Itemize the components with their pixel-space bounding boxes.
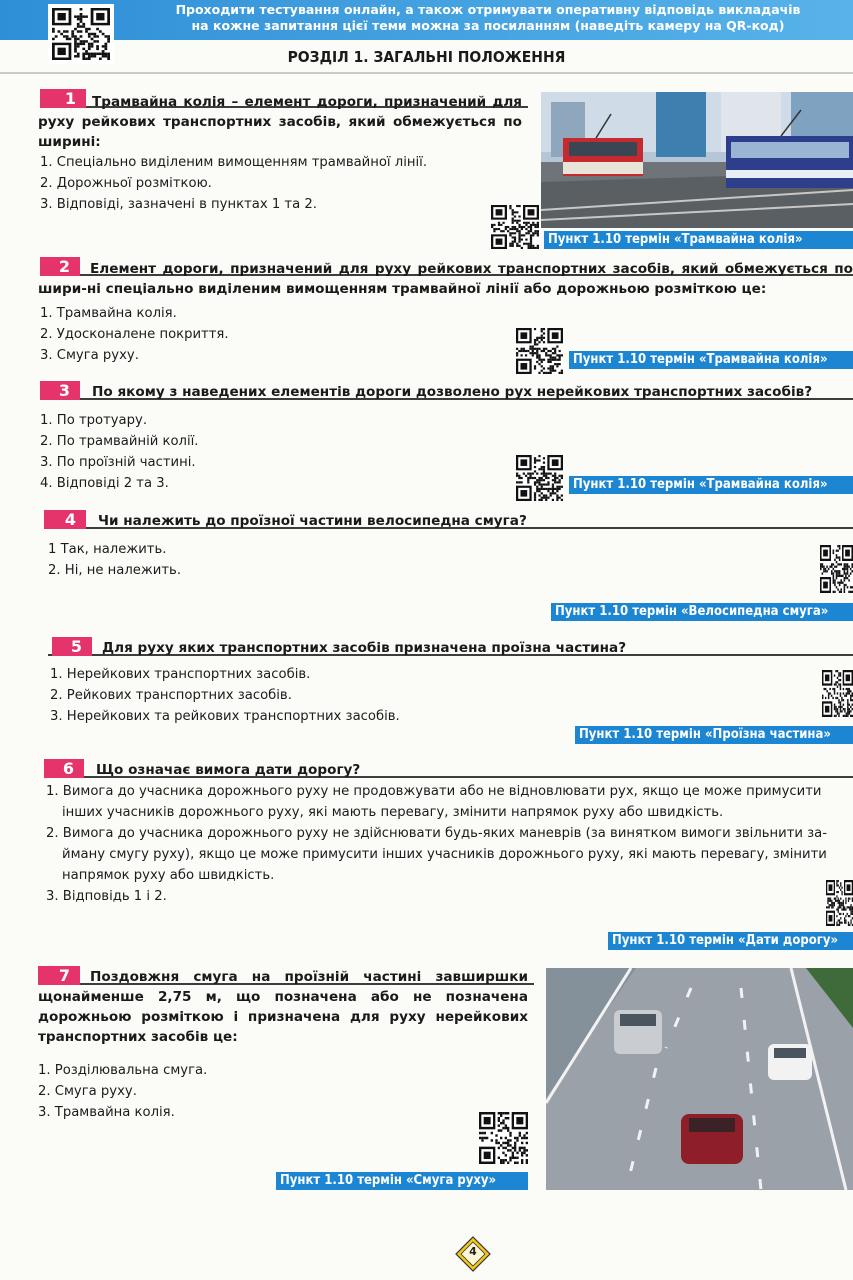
question-3-qr-code-icon[interactable] xyxy=(516,455,563,501)
question-6-answers xyxy=(46,781,853,907)
answer[interactable]: 1. Спеціально виділеним вимощенням трамвайної лінії. xyxy=(40,155,428,170)
banner-line-1: Проходити тестування онлайн, а також отримувати оперативну відповідь викладачів xyxy=(175,2,801,17)
question-1-reference-link[interactable]: Пункт 1.10 термін «Трамвайна колія» xyxy=(544,231,853,249)
answer-continuation[interactable]: напрямок руху або швидкість. xyxy=(62,868,275,883)
question-5-reference-link[interactable]: Пункт 1.10 термін «Проїзна частина» xyxy=(575,726,853,744)
question-3-reference-link[interactable]: Пункт 1.10 термін «Трамвайна колія» xyxy=(569,476,853,494)
tram-photo xyxy=(541,92,853,228)
question-5-answers xyxy=(50,664,400,727)
question-7-text: Поздовжня смуга на проїзній частині завширшки щонайменше 2,75 м, що позначена або не позначена дорожньою розміткою і призначена для руху нерейкових транспортних засобів це: xyxy=(38,969,528,1045)
answer[interactable]: 1. Трамвайна колія. xyxy=(40,306,177,321)
answer[interactable]: 2. Смуга руху. xyxy=(38,1084,137,1099)
question-7-qr-code-icon[interactable] xyxy=(479,1112,528,1164)
question-1-text: Трамвайна колія – елемент дороги, призначений для руху рейкових транспортних засобів, який обмежується по ширині: xyxy=(38,94,522,150)
question-6-text: Що означає вимога дати дорогу? xyxy=(96,762,361,778)
question-1-badge: 1 xyxy=(40,89,86,108)
answer[interactable]: 3. Трамвайна колія. xyxy=(38,1105,175,1120)
answer[interactable]: 2. По трамвайній колії. xyxy=(40,434,199,449)
answer[interactable]: 3. По проїзній частині. xyxy=(40,455,196,470)
answer[interactable]: 2. Ні, не належить. xyxy=(48,563,182,578)
answer[interactable]: 2. Удосконалене покриття. xyxy=(40,327,229,342)
question-4-answers xyxy=(48,539,181,581)
question-2-reference-link[interactable]: Пункт 1.10 термін «Трамвайна колія» xyxy=(569,351,853,369)
section-title: РОЗДІЛ 1. ЗАГАЛЬНІ ПОЛОЖЕННЯ xyxy=(287,48,566,66)
answer[interactable]: 1. Розділювальна смуга. xyxy=(38,1063,208,1078)
page-number-diamond-icon xyxy=(455,1236,491,1272)
question-7-badge: 7 xyxy=(38,966,80,985)
question-2-qr-code-icon[interactable] xyxy=(516,328,563,374)
question-2-badge: 2 xyxy=(40,257,80,276)
question-5-qr-code-icon[interactable] xyxy=(822,670,853,717)
question-2-text: Елемент дороги, призначений для руху рейкових транспортних засобів, який обмежується по шири-ні спеціально виділеним вимощенням трамвайної лінії або дорожньою розміткою це: xyxy=(38,261,853,297)
answer[interactable]: 1 Так, належить. xyxy=(48,542,167,557)
question-3-answers xyxy=(40,410,199,494)
answer[interactable]: 1. Нерейкових транспортних засобів. xyxy=(50,667,311,682)
question-4-badge: 4 xyxy=(44,510,86,529)
question-1-qr-code-icon[interactable] xyxy=(491,205,539,249)
answer[interactable]: 3. Відповіді, зазначені в пунктах 1 та 2. xyxy=(40,197,317,212)
answer[interactable]: 2. Вимога до учасника дорожнього руху не здійснювати будь-яких маневрів (за винятком вимоги звільнити за- xyxy=(46,826,828,841)
answer-continuation[interactable]: інших учасників дорожнього руху, які мають перевагу, змінити напрямок руху або швидкість. xyxy=(62,805,724,820)
question-3-text: По якому з наведених елементів дороги дозволено рух нерейкових транспортних засобів? xyxy=(92,384,813,400)
answer-continuation[interactable]: йману смугу руху), якщо це може примусити інших учасників дорожнього руху, які мають перевагу, змінити xyxy=(62,847,827,862)
answer[interactable]: 3. Відповідь 1 і 2. xyxy=(46,889,167,904)
question-6-reference-link[interactable]: Пункт 1.10 термін «Дати дорогу» xyxy=(608,932,853,950)
question-6-qr-code-icon[interactable] xyxy=(826,880,853,926)
question-7-answers xyxy=(38,1060,207,1123)
section-divider xyxy=(0,72,853,74)
question-6-badge: 6 xyxy=(44,759,84,778)
road-lanes-photo xyxy=(546,968,853,1190)
answer[interactable]: 1. По тротуару. xyxy=(40,413,148,428)
question-4-reference-link[interactable]: Пункт 1.10 термін «Велосипедна смуга» xyxy=(551,603,853,621)
answer[interactable]: 2. Рейкових транспортних засобів. xyxy=(50,688,292,703)
page-number: 4 xyxy=(469,1245,477,1258)
question-3-badge: 3 xyxy=(40,381,80,400)
question-2-answers xyxy=(40,303,229,366)
question-5-badge: 5 xyxy=(52,637,92,656)
banner-line-2: на кожне запитання цієї теми можна за посиланням (наведіть камеру на QR-код) xyxy=(191,18,785,33)
answer[interactable]: 3. Нерейкових та рейкових транспортних засобів. xyxy=(50,709,400,724)
question-4-text: Чи належить до проїзної частини велосипедна смуга? xyxy=(98,513,527,529)
banner-text xyxy=(128,2,848,34)
question-1-answers xyxy=(40,152,427,215)
question-7-reference-link[interactable]: Пункт 1.10 термін «Смуга руху» xyxy=(276,1172,528,1190)
answer[interactable]: 1. Вимога до учасника дорожнього руху не продовжувати або не відновлювати рух, якщо це може примусити xyxy=(46,784,822,799)
question-4-qr-code-icon[interactable] xyxy=(820,545,853,593)
answer[interactable]: 4. Відповіді 2 та 3. xyxy=(40,476,169,491)
answer[interactable]: 2. Дорожньої розміткою. xyxy=(40,176,212,191)
answer[interactable]: 3. Смуга руху. xyxy=(40,348,139,363)
question-5-text: Для руху яких транспортних засобів призначена проїзна частина? xyxy=(102,640,627,656)
